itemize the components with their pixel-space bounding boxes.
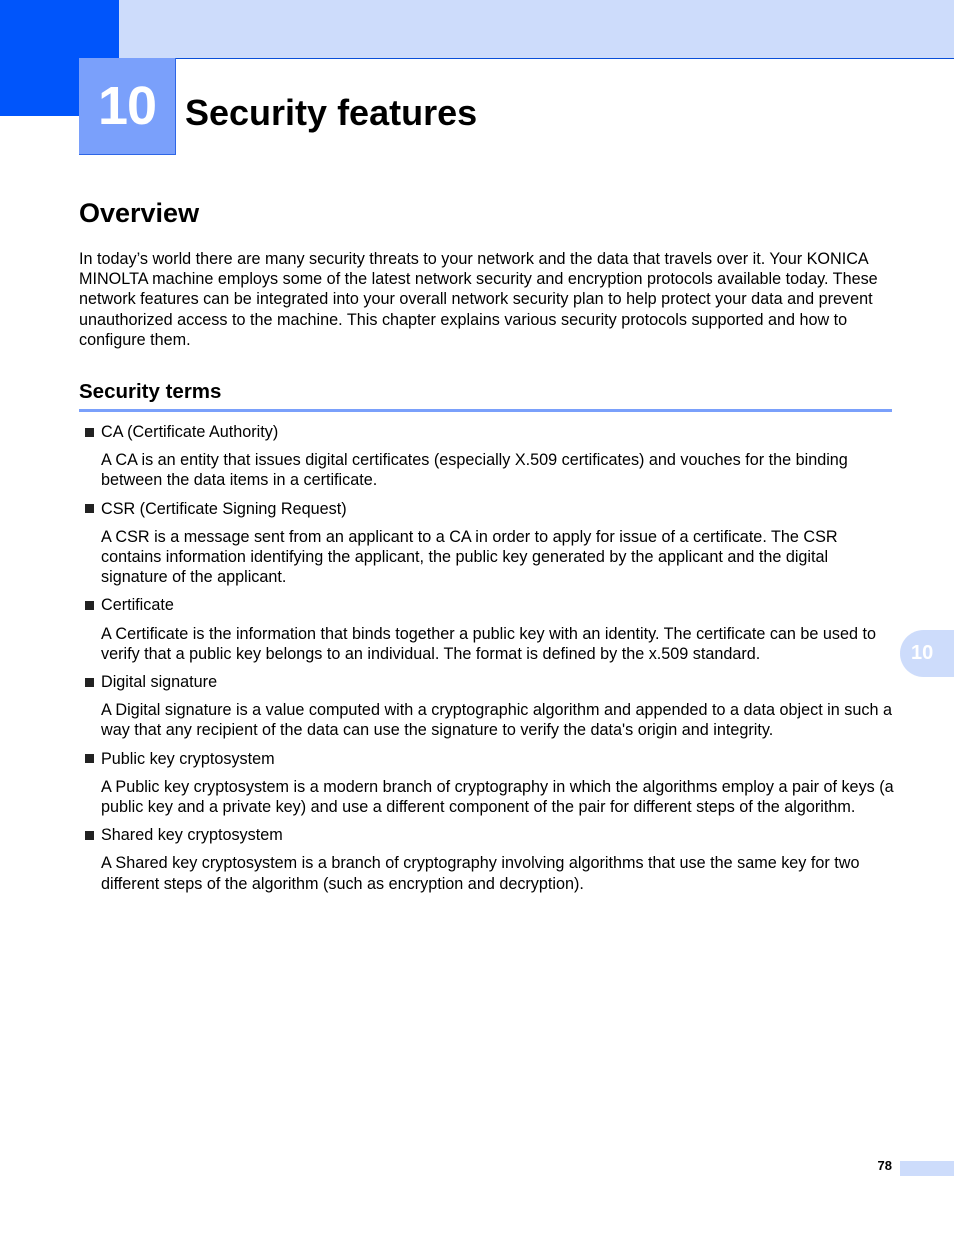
section-divider (79, 409, 892, 412)
list-item (79, 672, 894, 741)
chapter-number: 10 (97, 76, 157, 136)
term-heading (79, 825, 894, 845)
list-item (79, 499, 894, 588)
list-item (79, 825, 894, 894)
term-label: CSR (Certificate Signing Request) (101, 499, 347, 518)
security-terms-list (79, 422, 894, 902)
side-tab-label: 10 (911, 642, 934, 664)
term-heading (79, 672, 894, 692)
list-item (79, 749, 894, 818)
header-rule (79, 58, 954, 59)
page-number: 78 (877, 1158, 892, 1173)
chapter-number-box (79, 58, 176, 155)
term-description: A Shared key cryptosystem is a branch of cryptography involving algorithms that use the same key for two different steps of the algorithm (such as encryption and decryption). (101, 854, 860, 893)
term-heading (79, 595, 894, 615)
term-description: A Digital signature is a value computed with a cryptographic algorithm and appended to a data object in such a way that any recipient of the data can use the signature to verify the data's origin and integrity. (101, 701, 892, 740)
chapter-side-tab (900, 630, 954, 677)
term-heading (79, 749, 894, 769)
square-bullet-icon (85, 601, 94, 610)
square-bullet-icon (85, 754, 94, 763)
term-description: A Certificate is the information that binds together a public key with an identity. The certificate can be used to verify that a public key belongs to an individual. The format is defined by the x.509 standard. (101, 624, 877, 663)
square-bullet-icon (85, 831, 94, 840)
term-description: A Public key cryptosystem is a modern branch of cryptography in which the algorithms employ a pair of keys (a public key and a private key) and use a different component of the pair for different steps of the algorithm. (101, 777, 894, 817)
square-bullet-icon (85, 428, 94, 437)
security-terms-heading: Security terms (79, 380, 222, 403)
chapter-title: Security features (185, 92, 478, 133)
term-label: Certificate (101, 596, 174, 615)
list-item (79, 422, 894, 491)
term-label: Shared key cryptosystem (101, 826, 283, 845)
term-heading (79, 499, 894, 519)
header-band (119, 0, 954, 58)
term-heading (79, 422, 894, 442)
term-description: A CSR is a message sent from an applicant to a CA in order to apply for issue of a certificate. The CSR contains information identifying the applicant, the public key generated by the applicant and the digital signature of the applicant. (101, 527, 838, 587)
list-item (79, 595, 894, 664)
term-label: CA (Certificate Authority) (101, 423, 279, 441)
overview-heading: Overview (79, 198, 200, 228)
term-description: A CA is an entity that issues digital certificates (especially X.509 certificates) and vouches for the binding between the data items in a certificate. (101, 451, 848, 490)
term-label: Digital signature (101, 673, 218, 692)
overview-paragraph: In today’s world there are many security threats to your network and the data that travels over it. Your KONICA MINOLTA machine employs some of the latest network security and encryption protocols available today. These network features can be integrated into your overall network security plan to help protect your data and prevent unauthorized access to the machine. This chapter explains various security protocols supported and how to configure them. (79, 250, 878, 349)
footer-bar (900, 1161, 954, 1176)
square-bullet-icon (85, 678, 94, 687)
term-label: Public key cryptosystem (101, 749, 275, 768)
square-bullet-icon (85, 504, 94, 513)
